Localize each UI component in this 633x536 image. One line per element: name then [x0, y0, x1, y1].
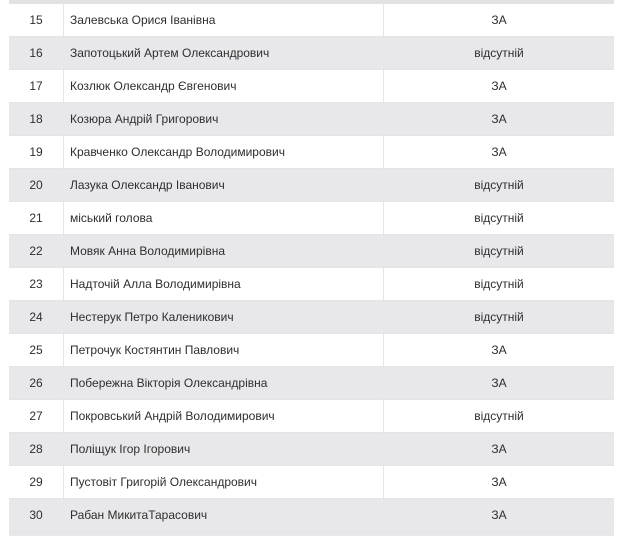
table-row — [9, 367, 614, 400]
row-number: 23 — [9, 268, 64, 301]
row-number: 30 — [9, 499, 64, 532]
vote-result: відсутній — [384, 37, 615, 70]
table-row — [9, 466, 614, 499]
table-row — [9, 4, 614, 37]
row-number: 20 — [9, 169, 64, 202]
deputy-name: Поліщук Ігор Ігорович — [64, 433, 384, 466]
vote-result: ЗА — [384, 70, 615, 103]
deputy-name: Покровський Андрій Володимирович — [64, 400, 384, 433]
row-number: 15 — [9, 4, 64, 37]
vote-result: ЗА — [384, 4, 615, 37]
table-bottom-edge — [9, 532, 614, 536]
deputy-name: Запотоцький Артем Олександрович — [64, 37, 384, 70]
table-row — [9, 70, 614, 103]
table-row — [9, 499, 614, 532]
deputy-name: Кравченко Олександр Володимирович — [64, 136, 384, 169]
vote-result: відсутній — [384, 235, 615, 268]
table-row — [9, 301, 614, 334]
table-row — [9, 235, 614, 268]
deputy-name: Побережна Вікторія Олександрівна — [64, 367, 384, 400]
deputy-name: Козлюк Олександр Євгенович — [64, 70, 384, 103]
voting-results-table — [9, 4, 614, 532]
table-row — [9, 334, 614, 367]
table-row — [9, 37, 614, 70]
table-row — [9, 433, 614, 466]
deputy-name: Пустовіт Григорій Олександрович — [64, 466, 384, 499]
vote-result: відсутній — [384, 169, 615, 202]
row-number: 18 — [9, 103, 64, 136]
row-number: 19 — [9, 136, 64, 169]
row-number: 24 — [9, 301, 64, 334]
deputy-name: Залевська Орися Іванівна — [64, 4, 384, 37]
deputy-name: міський голова — [64, 202, 384, 235]
row-number: 16 — [9, 37, 64, 70]
vote-result: відсутній — [384, 202, 615, 235]
vote-result: ЗА — [384, 499, 615, 532]
voting-results-table-container — [9, 4, 614, 532]
vote-result: відсутній — [384, 400, 615, 433]
vote-result: ЗА — [384, 136, 615, 169]
table-row — [9, 268, 614, 301]
vote-result: відсутній — [384, 301, 615, 334]
vote-result: ЗА — [384, 103, 615, 136]
deputy-name: Рабан МикитаТарасович — [64, 499, 384, 532]
row-number: 22 — [9, 235, 64, 268]
vote-result: ЗА — [384, 334, 615, 367]
vote-result: ЗА — [384, 466, 615, 499]
page-right-margin — [614, 0, 633, 536]
row-number: 27 — [9, 400, 64, 433]
row-number: 21 — [9, 202, 64, 235]
table-row — [9, 169, 614, 202]
table-row — [9, 202, 614, 235]
deputy-name: Козюра Андрій Григорович — [64, 103, 384, 136]
row-number: 26 — [9, 367, 64, 400]
deputy-name: Нестерук Петро Каленикович — [64, 301, 384, 334]
vote-result: ЗА — [384, 367, 615, 400]
table-body — [9, 4, 614, 532]
vote-result: відсутній — [384, 268, 615, 301]
deputy-name: Петрочук Костянтин Павлович — [64, 334, 384, 367]
row-number: 29 — [9, 466, 64, 499]
row-number: 17 — [9, 70, 64, 103]
row-number: 25 — [9, 334, 64, 367]
deputy-name: Лазука Олександр Іванович — [64, 169, 384, 202]
deputy-name: Надточій Алла Володимирівна — [64, 268, 384, 301]
table-row — [9, 400, 614, 433]
vote-result: ЗА — [384, 433, 615, 466]
row-number: 28 — [9, 433, 64, 466]
table-row — [9, 103, 614, 136]
deputy-name: Мовяк Анна Володимирівна — [64, 235, 384, 268]
table-row — [9, 136, 614, 169]
